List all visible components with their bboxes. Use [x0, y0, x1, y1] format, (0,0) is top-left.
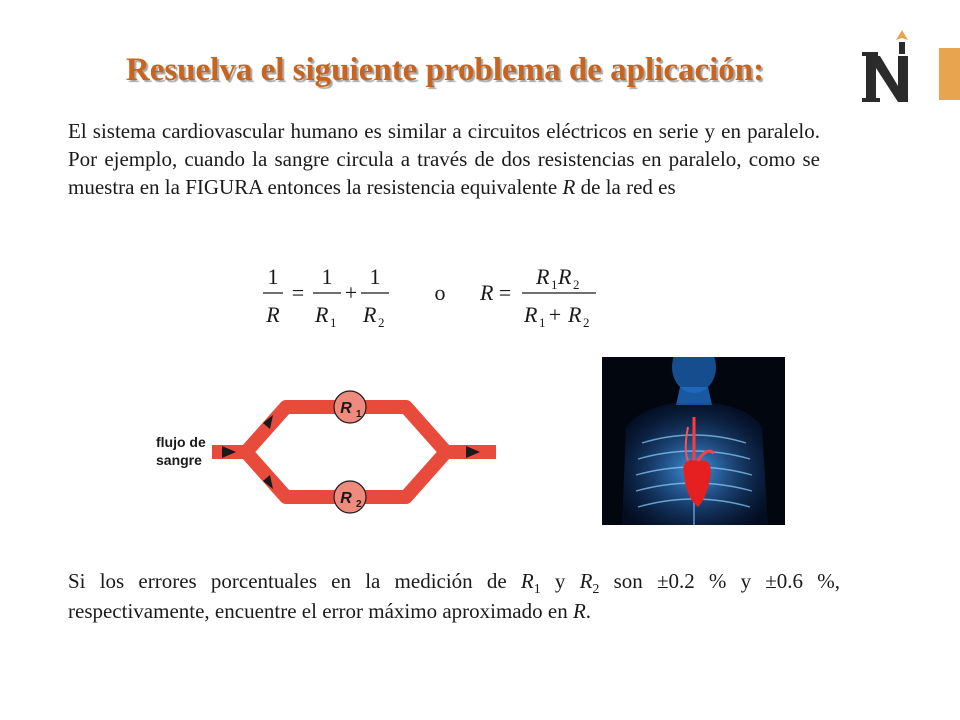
flow-label-line1: flujo de: [156, 434, 206, 450]
formula-den-r: R: [266, 302, 280, 327]
resistor-r1-label: R: [340, 400, 352, 417]
formula-den-r2: R: [363, 302, 377, 327]
resistor-r1-sub: 1: [356, 409, 362, 420]
resistor-r2-sub: 2: [356, 499, 362, 510]
svg-text:=: =: [291, 280, 305, 305]
formula-den-r1-sub: 1: [330, 315, 337, 330]
blood-flow-diagram: [150, 385, 530, 525]
formula-num-r2: R: [558, 264, 572, 289]
formula-num-2: 1: [321, 264, 333, 289]
svg-text:=: =: [498, 280, 512, 305]
formula-den-sum-r2: R: [568, 302, 582, 327]
formula-num-3: 1: [369, 264, 381, 289]
question-paragraph: Si los errores porcentuales en la medición de $R_1$ y $R_2$ son ±0.2 % y ±0.6 %, respectivamente, encuentre el error máximo aproximado en R.: [68, 569, 840, 623]
formula-or: o: [434, 280, 446, 305]
formula-num-r1: R: [536, 264, 550, 289]
formula-lhs-r: R: [480, 280, 494, 305]
formula-num-r1-sub: 1: [551, 277, 558, 292]
formula-num-r2-sub: 2: [573, 277, 580, 292]
formula-num-1: 1: [267, 264, 279, 289]
university-logo: [858, 28, 918, 104]
intro-paragraph: El sistema cardiovascular humano es similar a circuitos eléctricos en serie y en paralelo. Por ejemplo, cuando la sangre circula a través de dos resistencias en paralelo, como se muestra en la FIGURA entonces la resistencia equivalente R de la red es: [68, 119, 820, 199]
formula-den-r2-sub: 2: [378, 315, 385, 330]
flow-label-line2: sangre: [156, 452, 202, 468]
resistance-formulas: [250, 258, 610, 338]
resistor-r2-label: R: [340, 490, 352, 507]
formula-den-sum-r1-sub: 1: [539, 315, 546, 330]
accent-tab: [939, 48, 960, 100]
svg-text:+: +: [548, 302, 562, 327]
slide-title: Resuelva el siguiente problema de aplicación:: [125, 52, 765, 88]
svg-text:+: +: [344, 280, 358, 305]
formula-den-sum-r2-sub: 2: [583, 315, 590, 330]
formula-den-r1: R: [315, 302, 329, 327]
cardiovascular-illustration: [602, 357, 785, 525]
formula-den-sum-r1: R: [524, 302, 538, 327]
